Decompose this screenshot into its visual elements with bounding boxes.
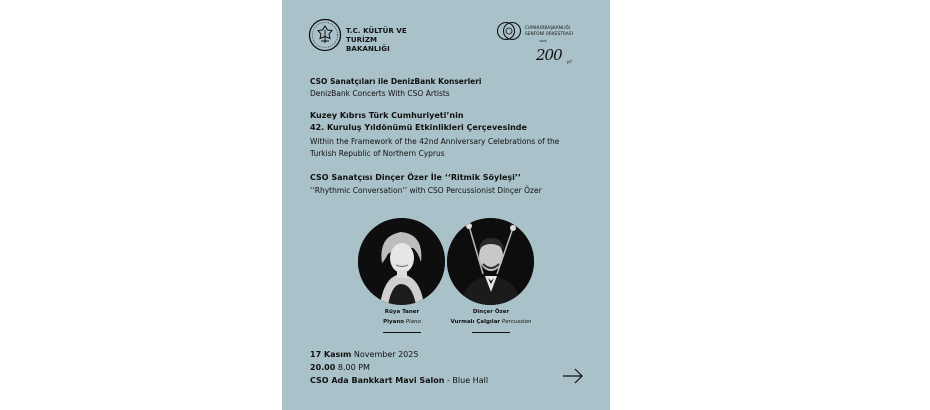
performer-percussionist <box>431 307 551 327</box>
ministry-line-1: T.C. KÜLTÜR VE TURİZM <box>346 27 407 44</box>
percussionist-photo <box>447 218 534 305</box>
event-time <box>310 363 370 372</box>
concert-title-en: ‘‘Rhythmic Conversation’’ with CSO Percussionist Dinçer Özer <box>310 186 542 195</box>
series-title-en: DenizBank Concerts With CSO Artists <box>310 89 450 98</box>
event-time-en: 8.00 PM <box>337 363 370 372</box>
performer-divider <box>472 332 510 333</box>
ministry-logo <box>308 18 428 54</box>
ministry-line-2: BAKANLIĞI <box>346 45 390 53</box>
framework-en-line-1: Within the Framework of the 42nd Anniversary Celebrations of the <box>310 137 560 146</box>
event-time-tr: 20.00 <box>310 363 336 372</box>
orchestra-line-1: CUMHURBAŞKANLIĞI <box>525 25 571 30</box>
orchestra-line-2: SENFONİ ORKESTRASI <box>525 30 573 36</box>
framework-en-line-2: Turkish Republic of Northern Cyprus <box>310 149 445 158</box>
concert-poster <box>282 0 610 410</box>
anniversary-number: 200 <box>536 46 562 64</box>
event-date-tr: 17 Kasım <box>310 350 352 359</box>
series-title-tr: CSO Sanatçıları ile DenizBank Konserleri <box>310 77 482 86</box>
performer-instrument-en: Percussion <box>501 319 532 325</box>
pianist-photo <box>358 218 445 305</box>
anniversary-suffix: yıl <box>567 59 572 64</box>
event-date-en: November 2025 <box>353 350 419 359</box>
event-venue <box>310 376 488 385</box>
framework-tr-line-2: 42. Kuruluş Yıldönümü Etkinlikleri Çerçevesinde <box>310 123 527 132</box>
orchestra-logo <box>496 18 606 74</box>
ministry-emblem-icon <box>308 18 342 52</box>
performer-instrument-tr: Vurmalı Çalgılar <box>450 319 501 325</box>
performer-instrument-tr: Piyano <box>383 319 405 325</box>
framework-tr-line-1: Kuzey Kıbrıs Türk Cumhuriyeti’nin <box>310 111 464 120</box>
performer-divider <box>383 332 421 333</box>
ministry-name <box>346 27 428 54</box>
orchestra-name <box>525 25 573 36</box>
cso-logo-icon <box>496 18 522 44</box>
performer-instrument-en: Piano <box>405 319 421 325</box>
performer-name: Rüya Taner <box>384 309 420 315</box>
arrow-right-icon[interactable] <box>562 367 584 385</box>
event-venue-en: - Blue Hall <box>447 376 489 385</box>
concert-title-tr: CSO Sanatçısı Dinçer Özer İle ‘‘Ritmik Söyleşi’’ <box>310 173 521 182</box>
orchestra-founding: 1826 <box>539 39 547 43</box>
event-venue-tr: CSO Ada Bankkart Mavi Salon <box>310 376 445 385</box>
performer-name: Dinçer Özer <box>472 309 510 315</box>
event-date <box>310 350 418 359</box>
